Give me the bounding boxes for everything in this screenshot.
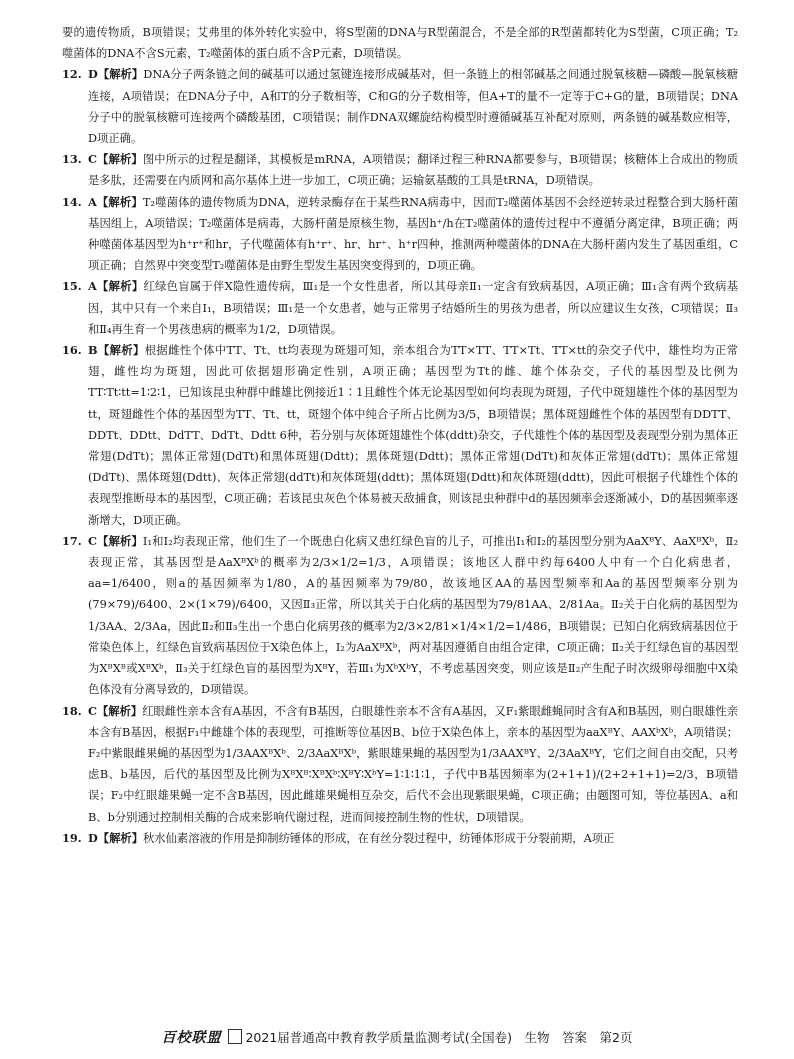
seal-icon: [228, 1029, 242, 1044]
analysis-text: 秋水仙素溶液的作用是抑制纺锤体的形成，在有丝分裂过程中，纺锤体形成于分裂前期，A项正: [143, 831, 615, 845]
answer-key: C: [88, 703, 97, 718]
analysis-tag: 【解析】: [97, 703, 143, 718]
answer-number: 15.: [62, 279, 82, 294]
analysis-text: DNA分子两条链之间的碱基可以通过氢键连接形成碱基对，但一条链上的相邻碱基之间通过脱氧核糖—磷酸—脱氧核糖连接，A项错误；在DNA分子中，A和T的分子数相等，C和G的分子数相等，但A+T的量不一定等于C+G的量，B项错误；DNA分子中的脱氧核糖可连接两个磷酸基团，C项错误；制作DNA双螺旋结构模型时遵循碱基互补配对原则，两条链的碱基数应相等，D项正确。: [88, 68, 738, 146]
answer-key: D: [88, 67, 98, 82]
analysis-tag: 【解析】: [97, 152, 143, 167]
analysis-tag: 【解析】: [97, 343, 145, 358]
answer-number: 18.: [62, 703, 82, 718]
answer-number: 13.: [62, 152, 82, 167]
answer-item-14: [62, 192, 738, 277]
answer-number: 19.: [62, 830, 82, 845]
answer-item-13: [62, 149, 738, 191]
answer-item-18: [62, 701, 738, 828]
intro-paragraph: 要的遗传物质，B项错误；艾弗里的体外转化实验中，将S型菌的DNA与R型菌混合，不是全部的R型菌都转化为S型菌，C项正确；T₂噬菌体的DNA不含S元素，T₂噬菌体的蛋白质不含P元素，D项错误。: [62, 26, 738, 61]
answer-number: 16.: [62, 343, 82, 358]
answer-list: [62, 64, 738, 849]
brand-logo: 百校联盟: [161, 1030, 222, 1046]
answer-page: [62, 22, 738, 849]
answer-number: 12.: [62, 67, 82, 82]
analysis-text: 图中所示的过程是翻译，其模板是mRNA，A项错误；翻译过程三种RNA都要参与，B项错误；核糖体上合成出的物质是多肽，还需要在内质网和高尔基体上进一步加工，C项正确；运输氨基酸的工具是tRNA，D项错误。: [88, 153, 738, 188]
analysis-text: T₂噬菌体的遗传物质为DNA，逆转录酶存在于某些RNA病毒中，因而T₂噬菌体基因不会经逆转录过程整合到大肠杆菌基因组上，A项错误；T₂噬菌体是病毒，大肠杆菌是原核生物，基因h⁺/h在T₂噬菌体的遗传过程中不遵循分离定律，B项正确；两种噬菌体基因型为h⁺r⁺和hr，子代噬菌体有h⁺r⁺、hr、hr⁺、h⁺r四种，推测两种噬菌体的DNA在大肠杆菌内发生了基因重组，C项正确；自然界中突变型T₂噬菌体是由野生型发生基因突变得到的，D项正确。: [88, 195, 738, 273]
analysis-tag: 【解析】: [97, 830, 143, 845]
analysis-text: Ⅰ₁和Ⅰ₂均表现正常，他们生了一个既患白化病又患红绿色盲的儿子，可推出Ⅰ₁和Ⅰ₂的基因型分别为AaXᴮY、AaXᴮXᵇ，Ⅱ₂表现正常，其基因型是AaXᴮXᵇ的概率为2/3×1/2=1/3，A项错误；该地区人群中约每6400人中有一个白化病患者，aa=1/6400，则a的基因频率为1/80，A的基因频率为79/80，故该地区AA的基因型频率和Aa的基因型频率分别为(79×79)/6400、2×(1×79)/6400，又因Ⅱ₃正常，所以其关于白化病的基因型为79/81AA、2/81Aa。Ⅱ₂关于白化病的基因型为1/3AA、2/3Aa，因此Ⅱ₂和Ⅱ₃生出一个患白化病男孩的概率为2/3×2/81×1/4×1/2=1/486，B项错误；已知白化病致病基因位于常染色体上，红绿色盲致病基因位于X染色体上，Ⅰ₂为AaXᴮXᵇ，两对基因遵循自由组合定律，C项正确；Ⅱ₂关于红绿色盲的基因型为XᴮXᴮ或XᴮXᵇ，Ⅱ₃关于红绿色盲的基因型为XᴮY，若Ⅲ₁为XᵇXᵇY，不考虑基因突变，则应该是Ⅱ₂产生配子时次级卵母细胞中X染色体没有分离导致的，D项错误。: [88, 534, 738, 697]
footer-text: 2021届普通高中教育教学质量监测考试(全国卷) 生物 答案 第2页: [245, 1030, 633, 1045]
answer-key: C: [88, 152, 97, 167]
analysis-tag: 【解析】: [97, 533, 143, 548]
answer-item-19: [62, 828, 738, 849]
analysis-tag: 【解析】: [97, 67, 144, 82]
answer-key: A: [88, 279, 97, 294]
answer-key: D: [88, 830, 98, 845]
answer-item-16: [62, 340, 738, 531]
analysis-tag: 【解析】: [96, 194, 143, 209]
analysis-text: 根据雌性个体中TT、Tt、tt均表现为斑翅可知，亲本组合为TT×TT、TT×Tt、TT×tt的杂交子代中，雄性均为正常翅，雌性均为斑翅，因此可依据翅形确定性别，A项正确；基因型为Tt的雌、雄个体杂交，子代的基因型及比例为TT∶Tt∶tt=1∶2∶1，已知该昆虫种群中雌雄比例接近1∶1且雌性个体无论基因型如何均表现为斑翅，子代中斑翅雄性个体的基因型为tt，斑翅雌性个体的基因型为TT、Tt、tt，斑翅个体中纯合子所占比例为3/5，B项错误；黑体斑翅雌性个体的基因型有DDTT、DDTt、DDtt、DdTT、DdTt、Ddtt 6种，若分别与灰体斑翅雄性个体(ddtt)杂交，子代雄性个体的基因型及表现型分别为黑体正常翅(DdTt)；黑体正常翅(DdTt)和黑体斑翅(Ddtt)；黑体斑翅(Ddtt)；黑体正常翅(DdTt)和灰体正常翅(ddTt)；黑体正常翅(DdTt)、黑体斑翅(Ddtt)、灰体正常翅(ddTt)和灰体斑翅(ddtt)；黑体斑翅(Ddtt)和灰体斑翅(ddtt)，因此可根据子代雄性个体的表现型推断母本的基因型，C项正确；若该昆虫灰色个体易被天敌捕食，则该昆虫种群中d的基因频率会逐渐减小，D的基因频率逐渐增大，D项正确。: [88, 344, 738, 527]
analysis-text: 红绿色盲属于伴X隐性遗传病，Ⅲ₁是一个女性患者，所以其母亲Ⅱ₁一定含有致病基因，A项正确；Ⅲ₁含有两个致病基因，其中只有一个来自Ⅰ₁，B项错误；Ⅲ₁是一个女患者，她与正常男子结婚所生的男孩为患者，所以应建议生女孩，C项错误；Ⅱ₃和Ⅱ₄再生育一个男孩患病的概率为1/2，D项错误。: [88, 280, 738, 336]
answer-key: B: [88, 343, 98, 358]
answer-number: 17.: [62, 533, 82, 548]
answer-item-15: [62, 276, 738, 340]
analysis-tag: 【解析】: [96, 279, 144, 294]
answer-key: C: [88, 533, 97, 548]
analysis-text: 红眼雌性亲本含有A基因，不含有B基因，白眼雄性亲本不含有A基因，又F₁紫眼雌蝇同时含有A和B基因，则白眼雄性亲本含有B基因，根据F₁中雌雄个体的表现型，可推断等位基因B、b位于X染色体上，亲本的基因型为aaXᴮY、AAXᵇXᵇ，A项错误；F₂中紫眼雌果蝇的基因型为1/3AAXᴮXᵇ、2/3AaXᴮXᵇ，紫眼雄果蝇的基因型为1/3AAXᴮY、2/3AaXᴮY，它们之间自由交配，只考虑B、b基因，后代的基因型及比例为XᴮXᴮ∶XᴮXᵇ∶XᴮY∶XᵇY=1∶1∶1∶1，子代中B基因频率为(2+1+1)/(2+2+1+1)=2/3，B项错误；F₂中红眼雄果蝇一定不含B基因，因此雌雄果蝇相互杂交，后代不会出现紫眼果蝇，C项正确；由题图可知，等位基因A、a和B、b分别通过控制相关酶的合成来影响代谢过程，进而间接控制生物的性状，D项错误。: [88, 704, 738, 824]
answer-item-12: [62, 64, 738, 149]
answer-number: 14.: [62, 194, 82, 209]
answer-key: A: [88, 194, 97, 209]
page-footer: [0, 1027, 794, 1047]
answer-item-17: [62, 531, 738, 701]
